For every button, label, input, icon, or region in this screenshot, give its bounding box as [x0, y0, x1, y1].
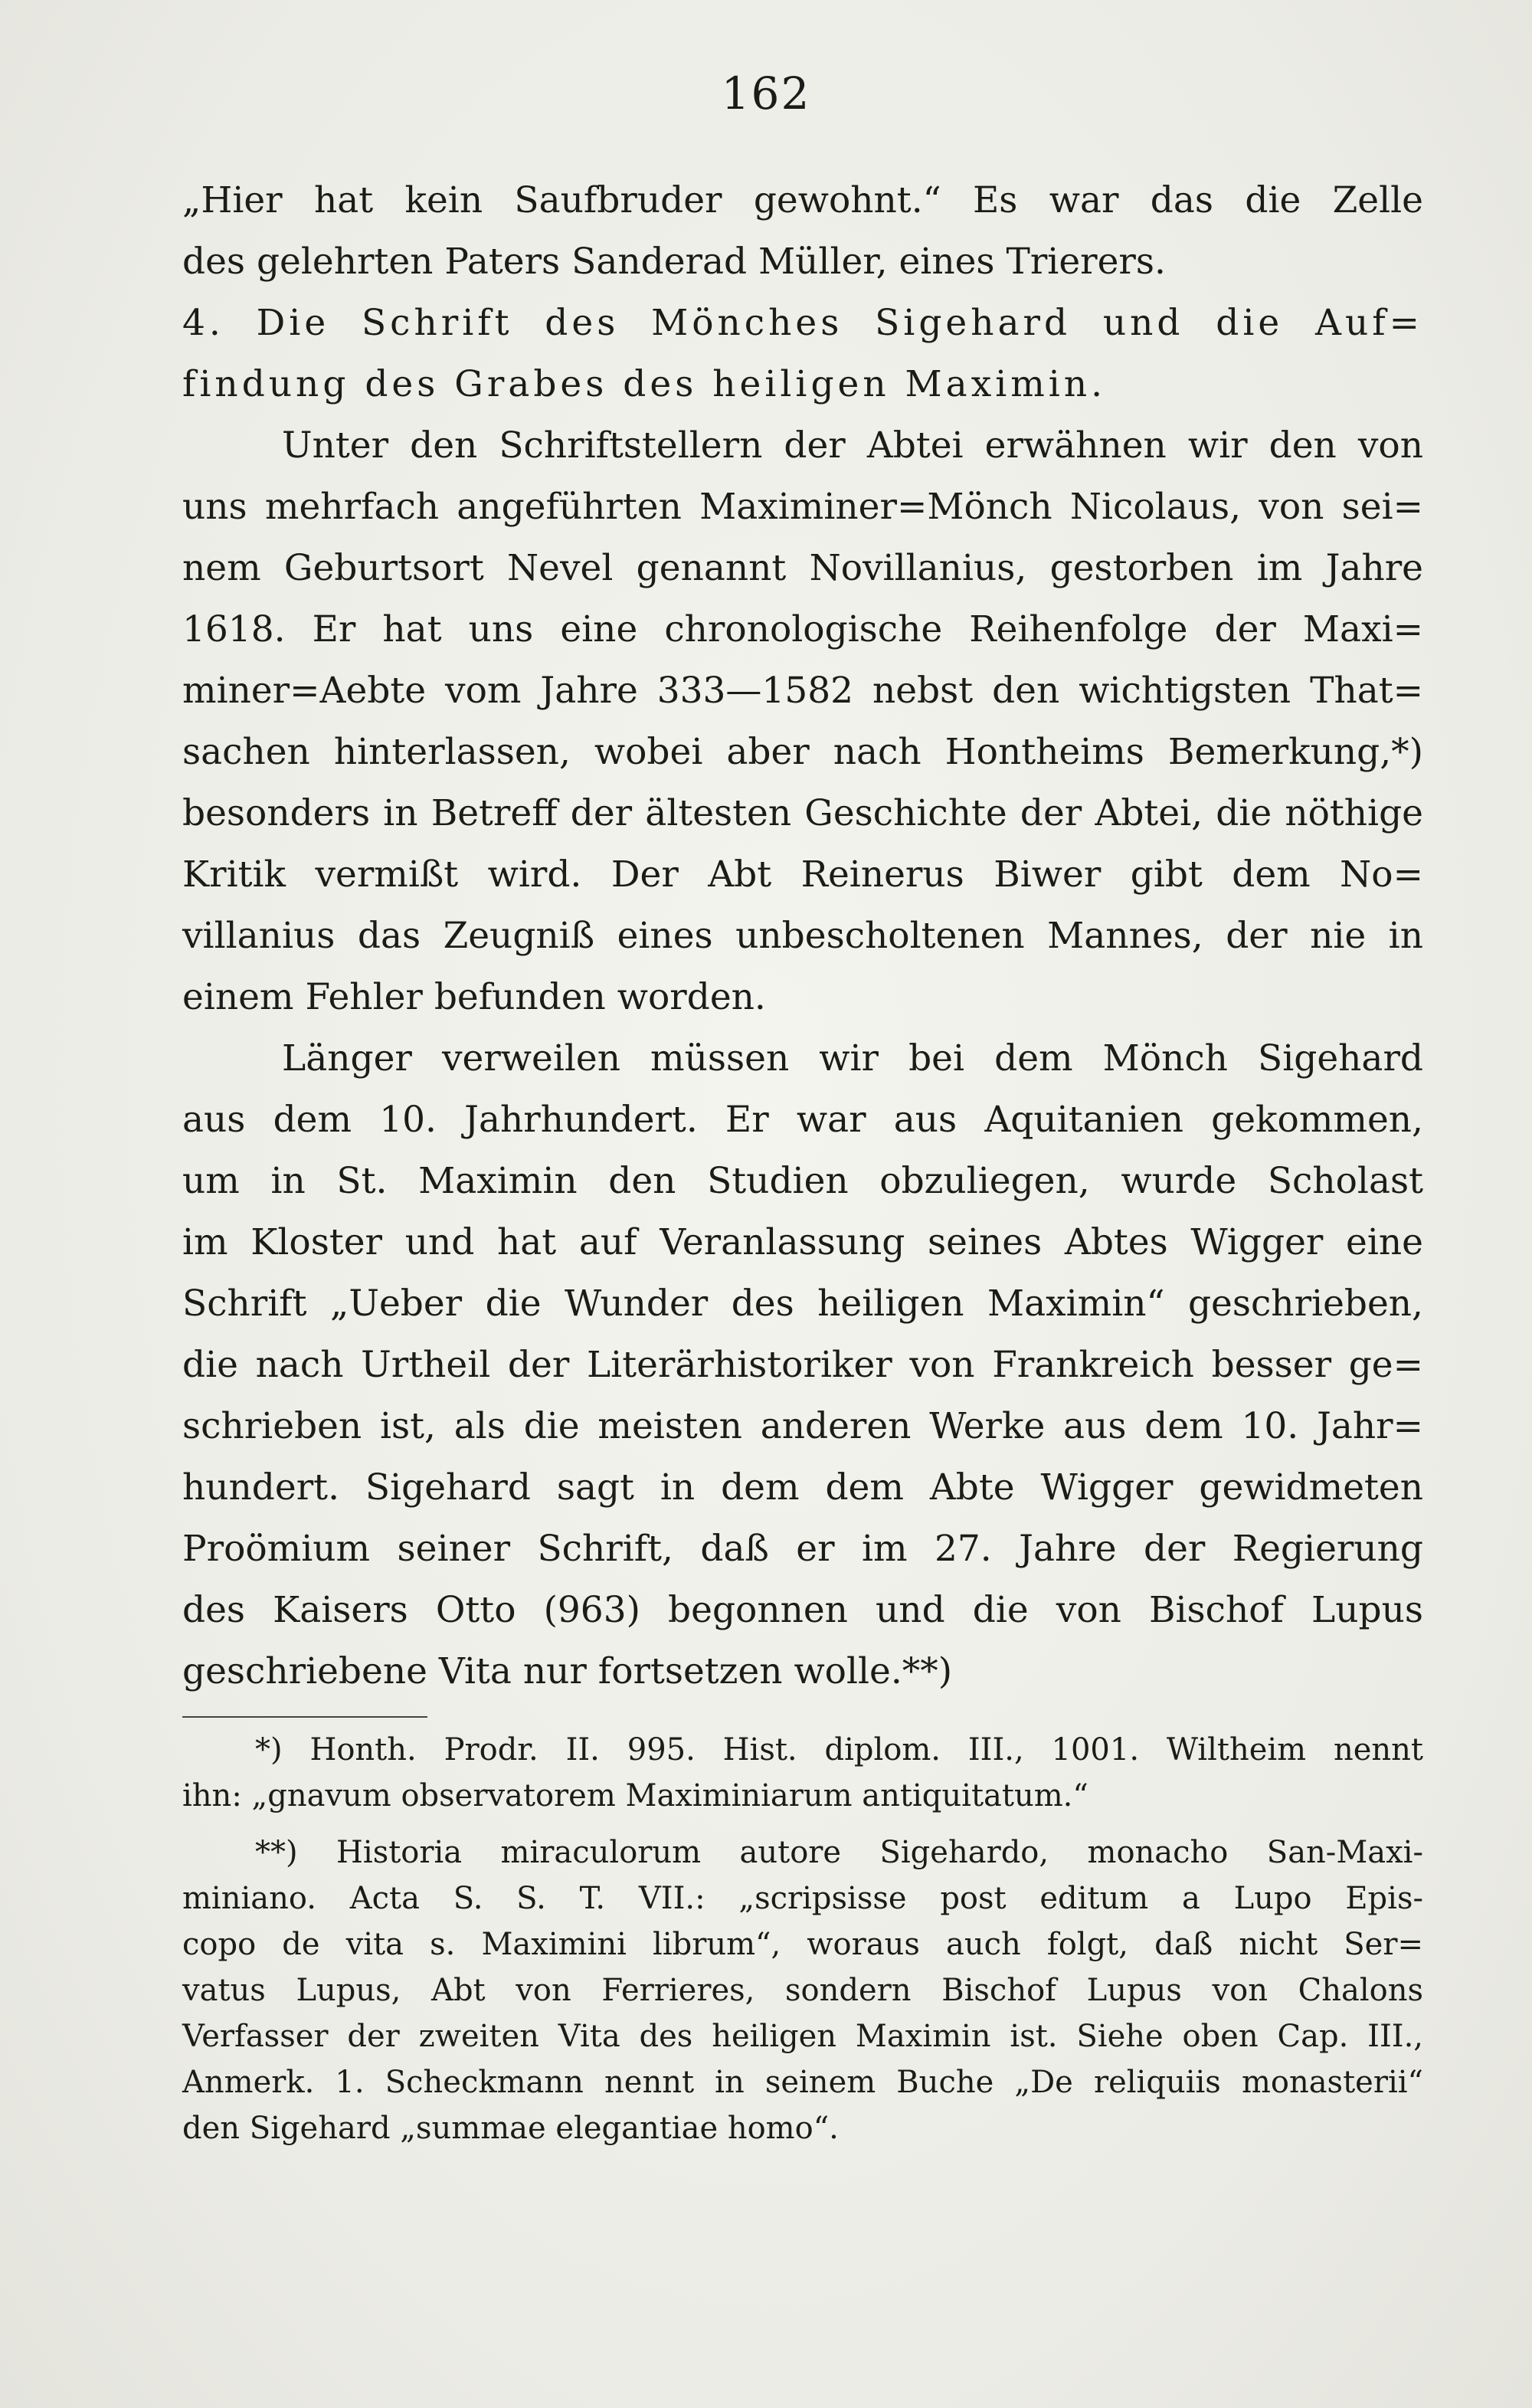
text-line: aus dem 10. Jahrhundert. Er war aus Aquitanien gekommen,	[182, 1099, 1423, 1141]
text-line: geschriebene Vita nur fortsetzen wolle.**)	[182, 1650, 953, 1692]
text-line: die nach Urtheil der Literärhistoriker von Frankreich besser ge=	[182, 1344, 1423, 1386]
footnote-line: Verfasser der zweiten Vita des heiligen Maximin ist. Siehe oben Cap. III.,	[182, 2019, 1423, 2054]
footnote-line: Anmerk. 1. Scheckmann nennt in seinem Buche „De reliquiis monasterii“	[182, 2065, 1423, 2100]
body-lines	[182, 170, 1423, 1702]
page-number: 162	[721, 67, 811, 120]
footnotes	[182, 1727, 1423, 2151]
text-line: „Hier hat kein Saufbruder gewohnt.“ Es war das die Zelle	[182, 179, 1423, 221]
footnote-line: vatus Lupus, Abt von Ferrieres, sondern Bischof Lupus von Chalons	[182, 1973, 1423, 2008]
text-line: im Kloster und hat auf Veranlassung seines Abtes Wigger eine	[182, 1221, 1423, 1263]
body-text	[182, 170, 1423, 2151]
footnote-line: *) Honth. Prodr. II. 995. Hist. diplom. III., 1001. Wiltheim nennt	[255, 1732, 1423, 1768]
text-line: findung des Grabes des heiligen Maximin.	[182, 363, 1107, 405]
footnote-line: copo de vita s. Maximini librum“, woraus auch folgt, daß nicht Ser=	[182, 1927, 1423, 1962]
text-line: uns mehrfach angeführten Maximiner=Mönch Nicolaus, von sei=	[182, 486, 1423, 528]
text-line: villanius das Zeugniß eines unbescholtenen Mannes, der nie in	[182, 915, 1423, 957]
text-line: 4. Die Schrift des Mönches Sigehard und die Auf=	[182, 302, 1423, 344]
text-line: Unter den Schriftstellern der Abtei erwähnen wir den von	[282, 424, 1423, 467]
text-line: Kritik vermißt wird. Der Abt Reinerus Biwer gibt dem No=	[182, 853, 1423, 896]
text-line: miner=Aebte vom Jahre 333—1582 nebst den wichtigsten That=	[182, 670, 1423, 712]
footnote-line: den Sigehard „summae elegantiae homo“.	[182, 2111, 839, 2146]
text-line: 1618. Er hat uns eine chronologische Reihenfolge der Maxi=	[182, 608, 1423, 650]
footnote-line: miniano. Acta S. S. T. VII.: „scripsisse post editum a Lupo Epis-	[182, 1881, 1423, 1916]
text-line: schrieben ist, als die meisten anderen Werke aus dem 10. Jahr=	[182, 1405, 1423, 1447]
text-line: Schrift „Ueber die Wunder des heiligen Maximin“ geschrieben,	[182, 1283, 1423, 1325]
text-line: einem Fehler befunden worden.	[182, 976, 766, 1018]
footnote-line: **) Historia miraculorum autore Sigehardo, monacho San-Maxi-	[255, 1835, 1423, 1870]
text-line: sachen hinterlassen, wobei aber nach Hontheims Bemerkung,*)	[182, 731, 1423, 773]
text-line: nem Geburtsort Nevel genannt Novillanius, gestorben im Jahre	[182, 547, 1423, 589]
text-line: Länger verweilen müssen wir bei dem Mönch Sigehard	[282, 1037, 1423, 1080]
text-line: des gelehrten Paters Sanderad Müller, eines Trierers.	[182, 241, 1166, 283]
text-line: Proömium seiner Schrift, daß er im 27. Jahre der Regierung	[182, 1528, 1423, 1570]
text-line: besonders in Betreff der ältesten Geschichte der Abtei, die nöthige	[182, 792, 1423, 834]
text-line: des Kaisers Otto (963) begonnen und die von Bischof Lupus	[182, 1589, 1423, 1631]
text-line: um in St. Maximin den Studien obzuliegen, wurde Scholast	[182, 1160, 1423, 1202]
footnote-line: ihn: „gnavum observatorem Maximiniarum antiquitatum.“	[182, 1778, 1088, 1813]
footnote-rule	[182, 1716, 427, 1718]
text-line: hundert. Sigehard sagt in dem dem Abte Wigger gewidmeten	[182, 1466, 1423, 1509]
